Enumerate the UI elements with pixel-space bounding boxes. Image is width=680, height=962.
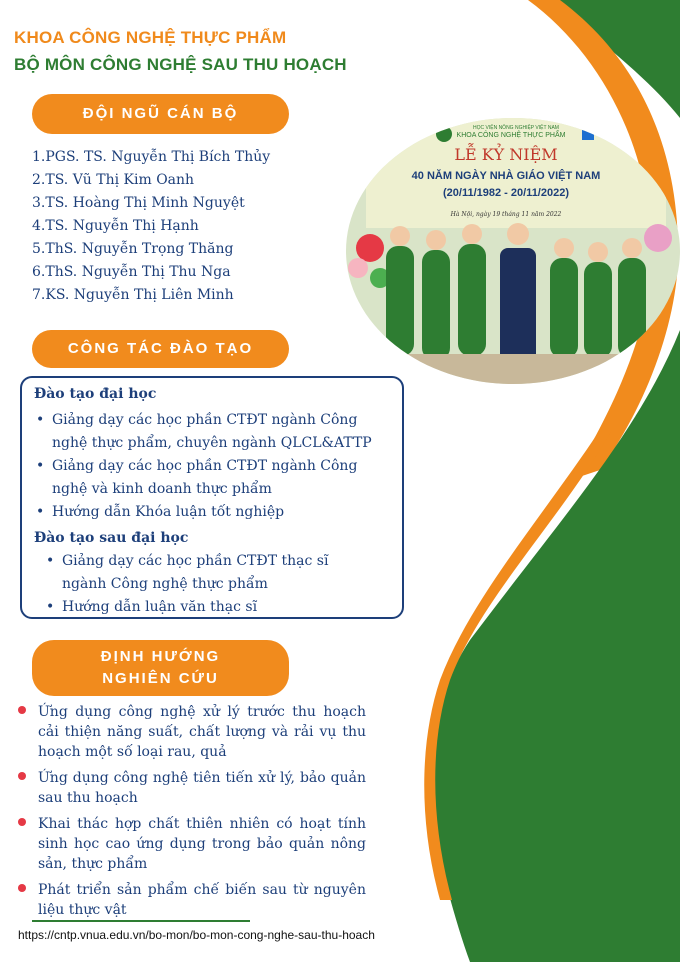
photo-banner-dates: (20/11/1982 - 20/11/2022) — [443, 187, 569, 199]
staff-item: 7.KS. Nguyễn Thị Liên Minh — [32, 287, 234, 303]
research-title-line2: NGHIÊN CỨU — [102, 670, 219, 687]
postgrad-item: • Hướng dẫn luận văn thạc sĩ — [44, 596, 374, 619]
staff-section-title: ĐỘI NGŨ CÁN BỘ — [32, 94, 289, 134]
research-title-line1: ĐỊNH HƯỚNG — [100, 648, 221, 665]
photo-banner-sub: 40 NĂM NGÀY NHÀ GIÁO VIỆT NAM — [411, 170, 601, 182]
research-item: Ứng dụng công nghệ tiên tiến xử lý, bảo quản sau thu hoạch — [18, 768, 366, 808]
staff-item: 4.TS. Nguyễn Thị Hạnh — [32, 218, 199, 234]
photo-banner-title: LỄ KỶ NIỆM — [454, 145, 558, 164]
research-item: Phát triển sản phẩm chế biến sau từ nguyên liệu thực vật — [18, 880, 366, 920]
undergrad-list — [34, 409, 374, 524]
bullet-dot-icon — [18, 884, 26, 892]
undergrad-item: • Hướng dẫn Khóa luận tốt nghiệp — [34, 501, 374, 524]
staff-item: 6.ThS. Nguyễn Thị Thu Nga — [32, 264, 231, 280]
training-box — [20, 376, 404, 619]
faculty-title: KHOA CÔNG NGHỆ THỰC PHẨM — [14, 28, 287, 47]
photo-banner-small: HỌC VIỆN NÔNG NGHIỆP VIỆT NAM — [473, 125, 559, 131]
postgrad-item: • Giảng dạy các học phần CTĐT thạc sĩ ngành Công nghệ thực phẩm — [44, 550, 374, 596]
bullet-dot-icon — [18, 772, 26, 780]
undergrad-item: • Giảng dạy các học phần CTĐT ngành Công nghệ và kinh doanh thực phẩm — [34, 455, 374, 501]
research-item: Khai thác hợp chất thiên nhiên có hoạt tính sinh học cao ứng dụng trong bảo quản nông sản, thực phẩm — [18, 814, 366, 874]
postgrad-list — [44, 550, 374, 619]
research-item: Ứng dụng công nghệ xử lý trước thu hoạch cải thiện năng suất, chất lượng và rải vụ thu hoạch một số loại rau, quả — [18, 702, 366, 762]
research-list — [18, 702, 366, 920]
staff-item: 2.TS. Vũ Thị Kim Oanh — [32, 172, 195, 188]
footer-divider — [32, 920, 250, 922]
group-photo-illustration — [346, 118, 680, 384]
department-title: BỘ MÔN CÔNG NGHỆ SAU THU HOẠCH — [14, 55, 347, 74]
department-url-link[interactable]: https://cntp.vnua.edu.vn/bo-mon/bo-mon-cong-nghe-sau-thu-hoach — [18, 928, 375, 942]
bullet-dot-icon — [18, 706, 26, 714]
training-section-title: CÔNG TÁC ĐÀO TẠO — [32, 330, 289, 368]
staff-item: 3.TS. Hoàng Thị Minh Nguyệt — [32, 195, 245, 211]
staff-item: 1.PGS. TS. Nguyễn Thị Bích Thủy — [32, 149, 271, 165]
undergrad-heading: Đào tạo đại học — [34, 386, 157, 402]
staff-list — [32, 146, 270, 307]
postgrad-heading: Đào tạo sau đại học — [34, 530, 189, 546]
photo-banner-faculty: KHOA CÔNG NGHỆ THỰC PHẨM — [456, 132, 566, 139]
bottom-green-shape — [430, 330, 680, 962]
undergrad-item: • Giảng dạy các học phần CTĐT ngành Công nghệ thực phẩm, chuyên ngành QLCL&ATTP — [34, 409, 374, 455]
research-section-title — [32, 640, 289, 696]
photo-banner-place: Hà Nội, ngày 19 tháng 11 năm 2022 — [450, 211, 562, 218]
bullet-dot-icon — [18, 818, 26, 826]
staff-item: 5.ThS. Nguyễn Trọng Thăng — [32, 241, 234, 257]
group-photo — [346, 118, 680, 384]
